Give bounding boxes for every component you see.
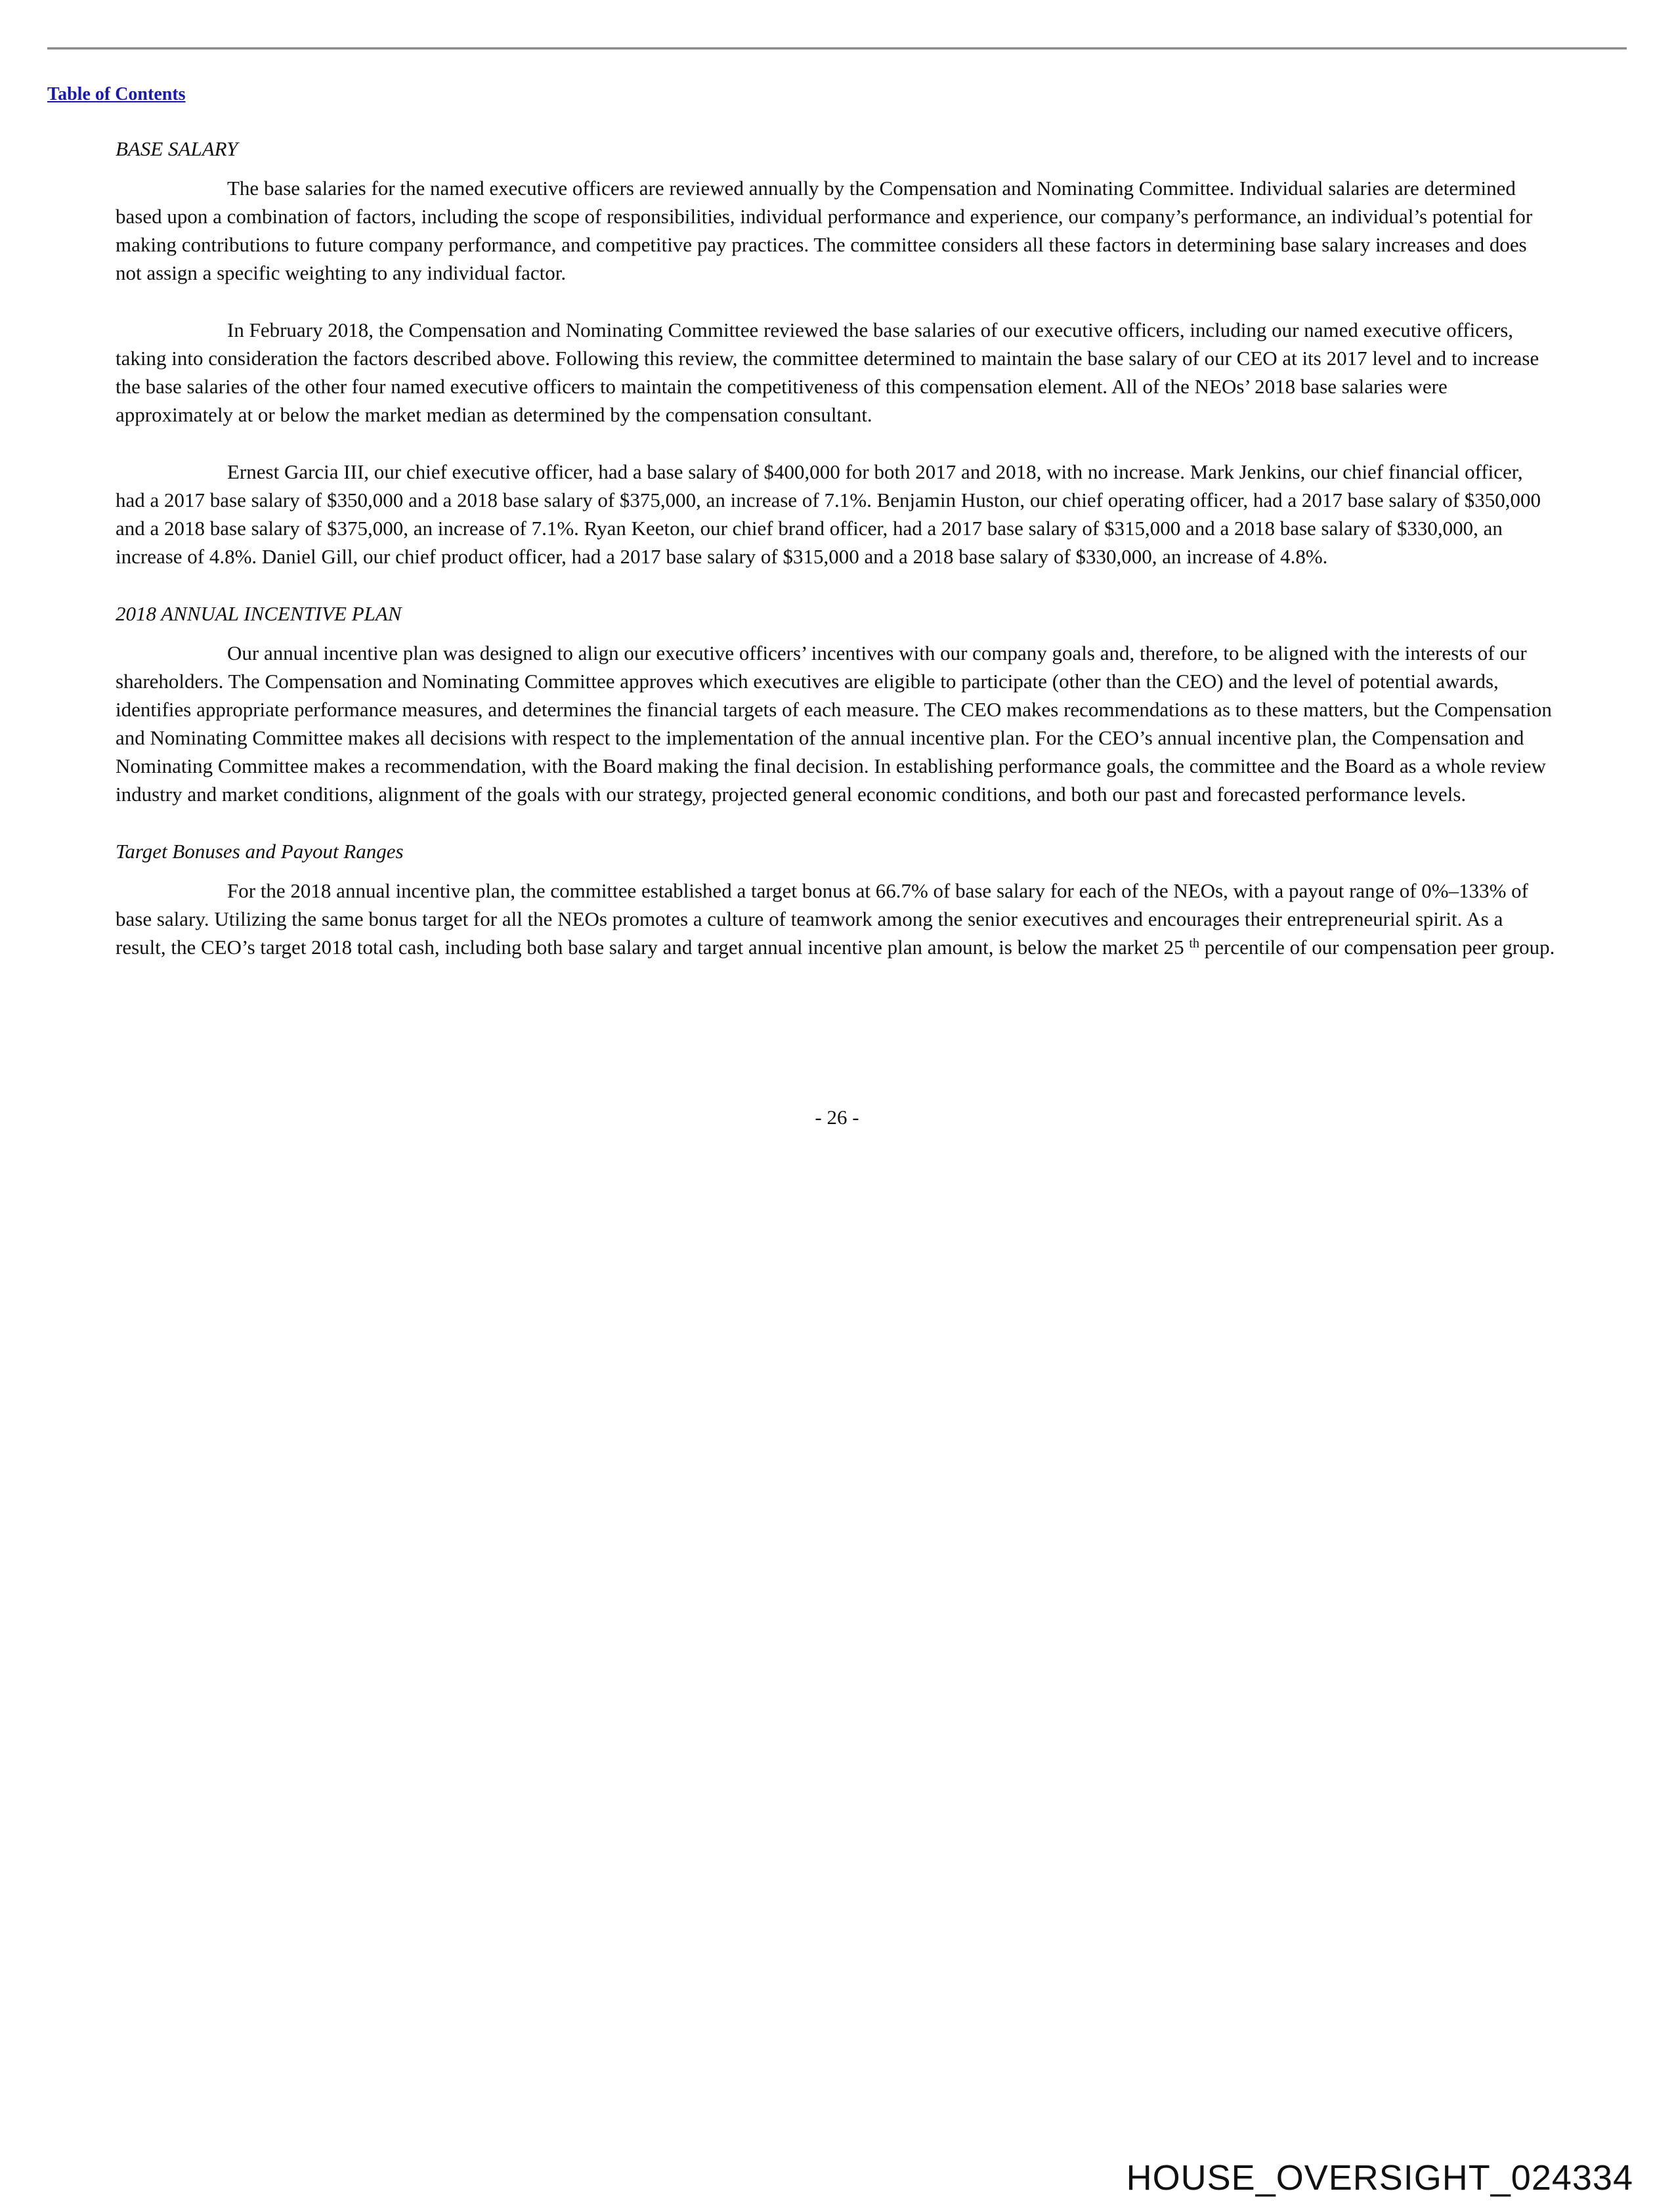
table-of-contents-link[interactable]: Table of Contents xyxy=(47,84,186,104)
document-body xyxy=(116,135,1557,961)
base-salary-paragraph-3: Ernest Garcia III, our chief executive officer, had a base salary of $400,000 for both 2017 and 2018, with no increase. Mark Jenkins, our chief financial officer, had a 2017 base salary of $350,000 and a 2018 base salary of $375,000, an increase of 7.1%. Benjamin Huston, our chief operating officer, had a 2017 base salary of $350,000 and a 2018 base salary of $375,000, an increase of 7.1%. Ryan Keeton, our chief brand officer, had a 2017 base salary of $315,000 and a 2018 base salary of $330,000, an increase of 4.8%. Daniel Gill, our chief product officer, had a 2017 base salary of $315,000 and a 2018 base salary of $330,000, an increase of 4.8%. xyxy=(116,460,1541,568)
base-salary-paragraph-1: The base salaries for the named executive officers are reviewed annually by the Compensation and Nominating Committee. Individual salaries are determined based upon a combination of factors, including the scope of responsibilities, individual performance and experience, our company’s performance, an individual’s potential for making contributions to future company performance, and competitive pay practices. The committee considers all these factors in determining base salary increases and does not assign a specific weighting to any individual factor. xyxy=(116,177,1533,284)
top-rule xyxy=(47,47,1627,49)
ordinal-suffix: th xyxy=(1189,936,1199,951)
target-bonuses-heading: Target Bonuses and Payout Ranges xyxy=(116,840,404,863)
target-bonuses-text: For the 2018 annual incentive plan, the committee established a target bonus at 66.7% of base salary for each of the NEOs, with a payout range of 0%–133% of base salary. Utilizing the same bonus target for all the NEOs promotes a culture of teamwork among the senior executives and encourages their entrepreneurial spirit. As a result, the CEO’s target 2018 total cash, including both base salary and target annual incentive plan amount, is below the market 25 xyxy=(116,879,1528,959)
target-bonuses-paragraph xyxy=(116,877,1557,961)
incentive-plan-paragraph: Our annual incentive plan was designed to align our executive officers’ incentives with our company goals and, therefore, to be aligned with the interests of our shareholders. The Compensation and Nominating Committee approves which executives are eligible to participate (other than the CEO) and the level of potential awards, identifies appropriate performance measures, and determines the financial targets of each measure. The CEO makes recommendations as to these matters, but the Compensation and Nominating Committee makes all decisions with respect to the implementation of the annual incentive plan. For the CEO’s annual incentive plan, the Compensation and Nominating Committee makes a recommendation, with the Board making the final decision. In establishing performance goals, the committee and the Board as a whole review industry and market conditions, alignment of the goals with our strategy, projected general economic conditions, and both our past and forecasted performance levels. xyxy=(116,641,1552,806)
page-number: - 26 - xyxy=(815,1106,859,1129)
base-salary-heading: BASE SALARY xyxy=(116,137,238,160)
bates-stamp: HOUSE_OVERSIGHT_024334 xyxy=(1126,2158,1633,2198)
base-salary-paragraph-2: In February 2018, the Compensation and Nominating Committee reviewed the base salaries of our executive officers, including our named executive officers, taking into consideration the factors described above. Following this review, the committee determined to maintain the base salary of our CEO at its 2017 level and to increase the base salaries of the other four named executive officers to maintain the competitiveness of this compensation element. All of the NEOs’ 2018 base salaries were approximately at or below the market median as determined by the compensation consultant. xyxy=(116,318,1539,426)
incentive-plan-heading: 2018 ANNUAL INCENTIVE PLAN xyxy=(116,602,402,625)
target-bonuses-text-tail: percentile of our compensation peer group. xyxy=(1204,936,1555,959)
